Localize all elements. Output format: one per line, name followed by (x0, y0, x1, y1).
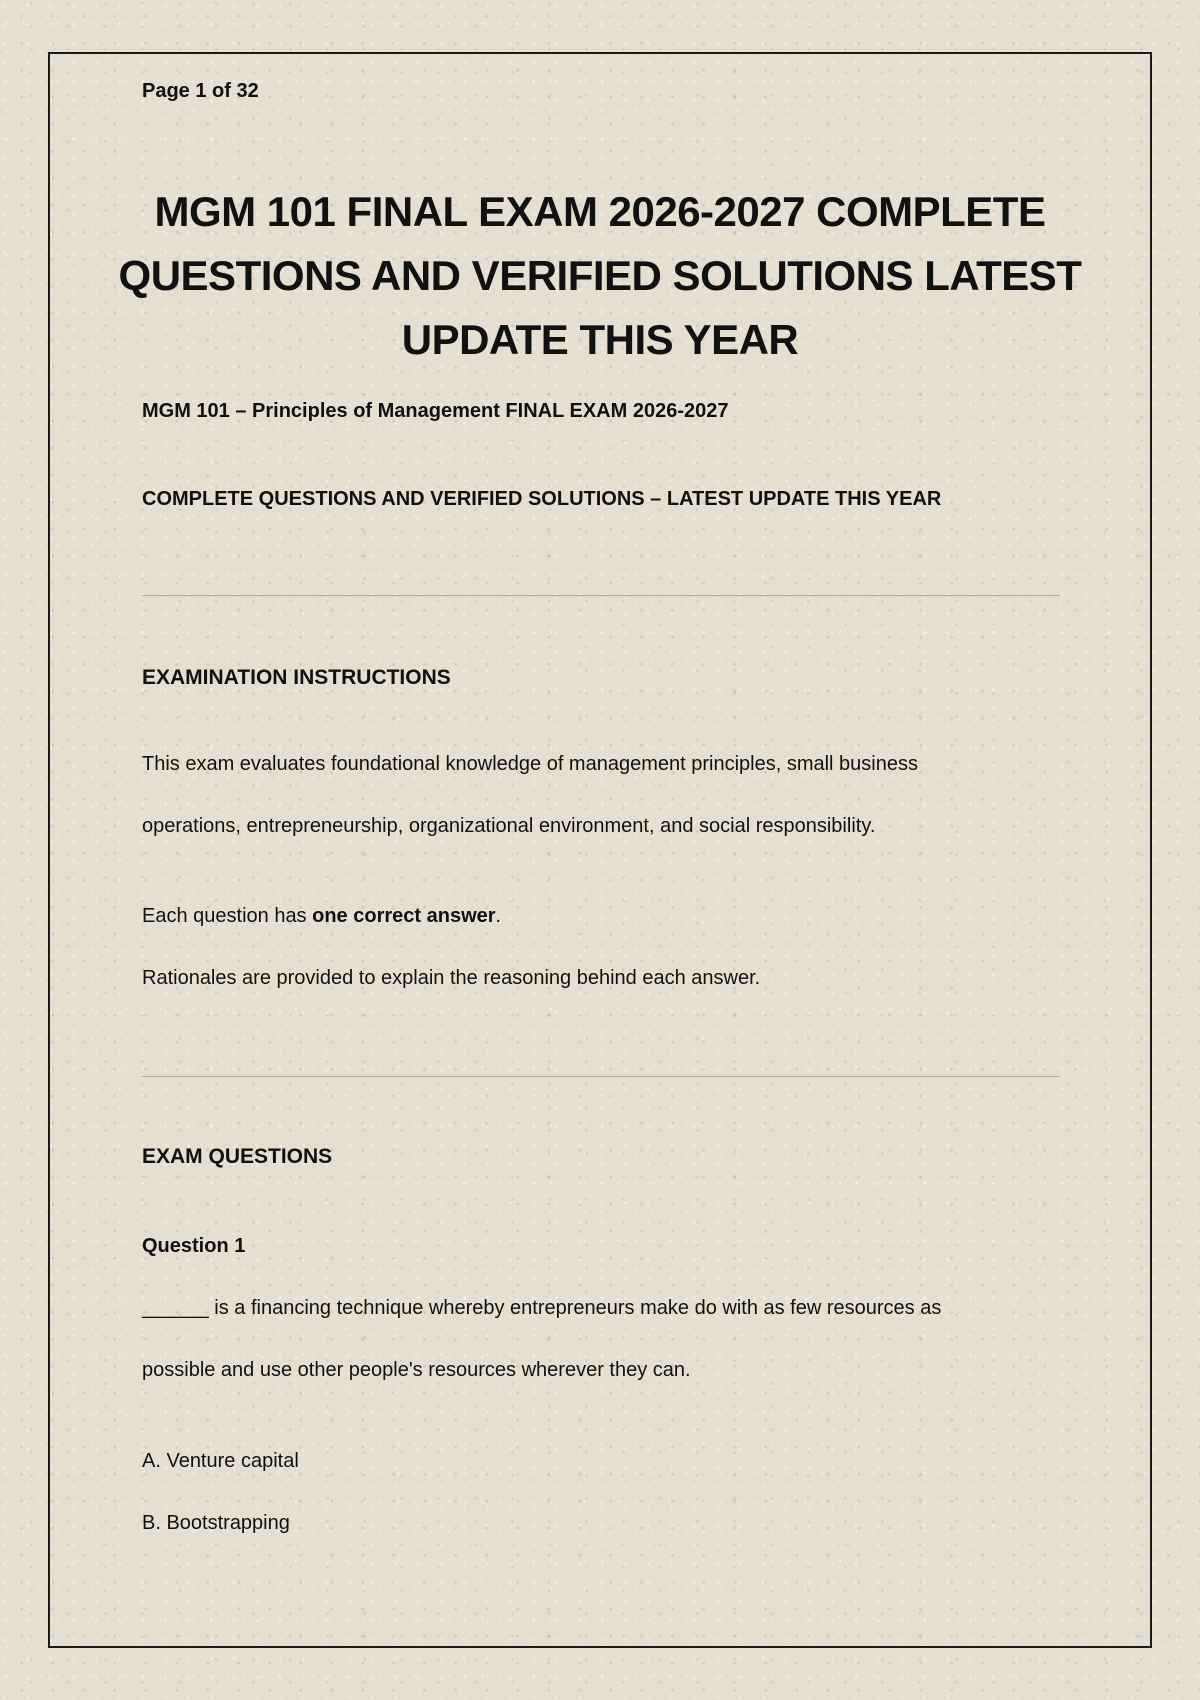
page-number: Page 1 of 32 (142, 80, 259, 102)
instructions-paragraph-line-2: operations, entrepreneurship, organizational environment, and social responsibility. (142, 815, 876, 837)
course-subtitle: MGM 101 – Principles of Management FINAL EXAM 2026-2027 (142, 400, 729, 422)
instructions-one-answer (142, 905, 501, 928)
section-divider (142, 1076, 1060, 1077)
one-answer-suffix: . (495, 905, 502, 927)
title-line-2: QUESTIONS AND VERIFIED SOLUTIONS LATEST (118, 252, 1082, 299)
instructions-paragraph-line-1: This exam evaluates foundational knowledge of management principles, small business (142, 753, 918, 775)
title-line-3: UPDATE THIS YEAR (401, 316, 799, 363)
question-1-stem-line-2: possible and use other people's resources wherever they can. (142, 1359, 691, 1381)
exam-subtitle: COMPLETE QUESTIONS AND VERIFIED SOLUTIONS – LATEST UPDATE THIS YEAR (142, 488, 942, 510)
question-1-option-b: B. Bootstrapping (142, 1512, 290, 1534)
document-title (0, 180, 1200, 372)
question-1-stem-line-1: ______ is a financing technique whereby entrepreneurs make do with as few resources as (142, 1297, 942, 1319)
instructions-heading: EXAMINATION INSTRUCTIONS (142, 666, 451, 689)
title-line-1: MGM 101 FINAL EXAM 2026-2027 COMPLETE (154, 188, 1046, 235)
section-divider (142, 595, 1060, 596)
instructions-rationales: Rationales are provided to explain the reasoning behind each answer. (142, 967, 761, 989)
question-1-option-a: A. Venture capital (142, 1450, 299, 1472)
exam-questions-heading: EXAM QUESTIONS (142, 1145, 333, 1168)
one-answer-prefix: Each question has (142, 905, 313, 927)
one-answer-emphasis: one correct answer (312, 905, 496, 927)
question-1-title: Question 1 (142, 1235, 246, 1257)
